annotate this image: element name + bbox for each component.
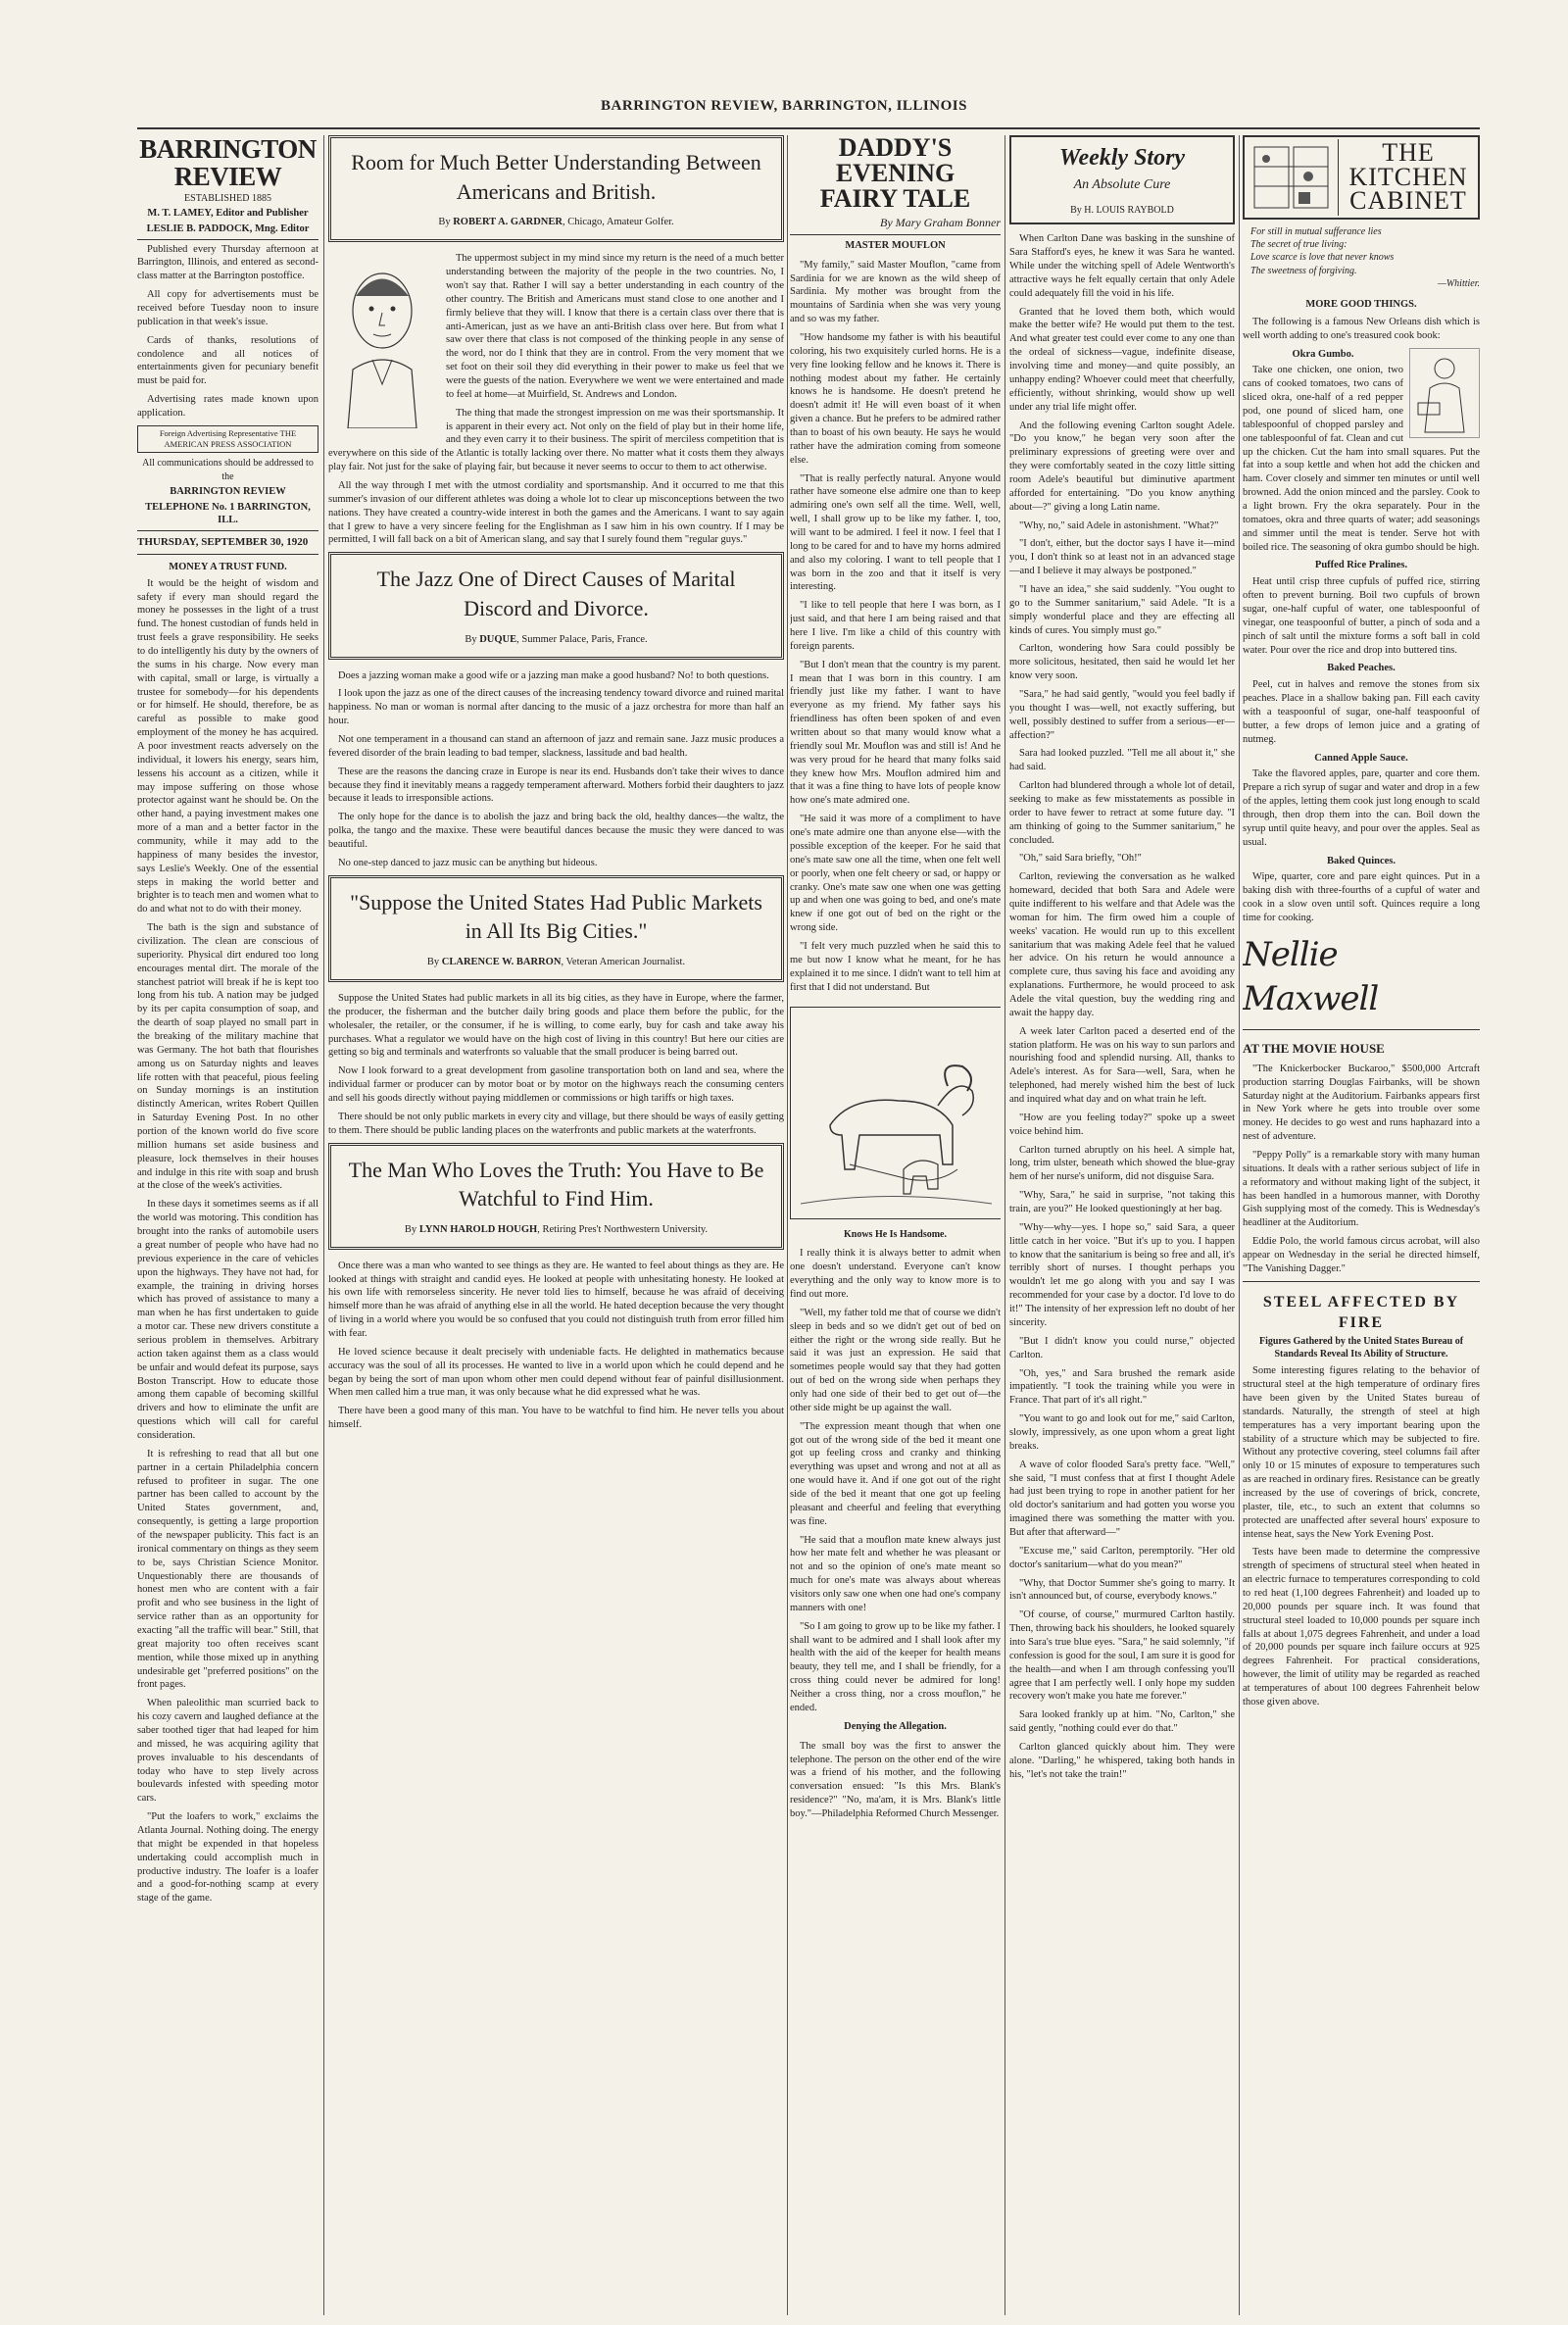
essay-paragraph: Not one temperament in a thousand can stand an afternoon of jazz and remain sane. Jazz music produces a fevered disorder of the brain leading to bad temper, slackness, lassitude and bad health. bbox=[328, 733, 784, 759]
story-paragraph: "Oh, yes," and Sara brushed the remark aside impatiently. "I took the training while you were in France. That part of it's all right." bbox=[1009, 1367, 1235, 1407]
notice-published: Published every Thursday afternoon at Barrington, Illinois, and entered as second-class matter at the Barrington postoffice. bbox=[137, 243, 318, 282]
divider bbox=[137, 554, 318, 555]
article-paragraph: It is refreshing to read that all but one partner in a certain Philadelphia concern refused to profiteer in sugar. The one partner has been called to account by the United States government, and, consequently, is getting a large proportion of the newspaper publicity. This fact is an ironical commentary on things as they seem to be, says Christian Science Monitor. Unquestionably there are thousands of honest men who are content with a fair profit and who see business in the light of service rather than as an opportunity for exacting "all the traffic will bear." Still, that great majority too often receives scant mention, while those mixed up in anything undesirable get "preferred positions" on the front pages. bbox=[137, 1448, 318, 1691]
story-paragraph: "I felt very much puzzled when he said this to me but now I know what he meant, for he has explained it to me since. I didn't want to tell him at first that I did not understand. But bbox=[790, 940, 1001, 993]
article-subtitle: Figures Gathered by the United States Bureau of Standards Reveal Its Ability of Structure. bbox=[1258, 1335, 1464, 1360]
story-paragraph: "You want to go and look out for me," said Carlton, slowly, impressively, as one upon whom a great light breaks. bbox=[1009, 1413, 1235, 1452]
weekly-story-title: Weekly Story bbox=[1058, 145, 1186, 171]
essay-byline: By LYNN HAROLD HOUGH, Retiring Pres't Northwestern University. bbox=[404, 1223, 709, 1235]
recipe-text: Take the flavored apples, pare, quarter and core them. Prepare a rich syrup of sugar and water and drop in a few of the apples, letting them cook just long enough to scald through, then drop them into the can. Boil down the syrup until quite heavy, and pour over the apples. Seal as usual. bbox=[1243, 768, 1480, 848]
notice-ad-rates: Advertising rates made known upon application. bbox=[137, 394, 318, 420]
story-paragraph: "How handsome my father is with his beautiful coloring, his two exquisitely curled horns. He is a very fine looking fellow and he knows it. There is nothing modest about my father. He certainly knows he is handsome. He doesn't pretend he doesn't admit it! He will even boast of it when given a chance. But he prefers to be admired rather than to boast of his own beauty. He says he would rather have the admiration coming from someone else. bbox=[790, 331, 1001, 466]
article-paragraph: The bath is the sign and substance of civilization. The clean are conscious of superiority. Physical dirt endured too long encourages mental dirt. The morale of the stanchest patriot will break if he is kept too long from his tub. A nation may be judged by its per capita consumption of soap, and the dearth of soap played no small part in the breaking of the military machine that was Germany. The hot bath that flourishes among us on Saturday nights and leaves life rotten with that peaceful, pious feeling on Sunday mornings is an institution distinctly American, writes Robert Quillen in Saturday Evening Post. In no other portion of the known world do five score million humans set aside business and pleasure, lock themselves in their houses and indulge in this rite with soap and brush at the close of the week's activities. bbox=[137, 922, 318, 1192]
article-paragraph: "The Knickerbocker Buckaroo," $500,000 Artcraft production starring Douglas Fairbanks, will be shown Saturday night at the Auditorium. Fairbanks appears first in New York where he gets into trouble over some money. He decides to go west and runs haphazard into a nest of adventure. bbox=[1243, 1063, 1480, 1143]
article-paragraph: Tests have been made to determine the compressive strength of specimens of structural steel when heated in an electric furnace to temperatures corresponding to cold to red heat (1,100 degrees Fahrenheit) and loaded up to 20,000 pounds per square inch. It was found that structural steel loaded to 10,000 pounds per square inch falls at about 1,075 degrees Fahrenheit, and under a load of 20,000 pounds per square inch failure occurs at 925 degrees Fahrenheit. For practical considerations, however, the limit of utility may be regarded as reached at temperatures of about 100 degrees Fahrenheit below those given above. bbox=[1243, 1547, 1480, 1707]
cabinet-icon bbox=[1245, 139, 1339, 216]
essay-byline: By DUQUE, Summer Palace, Paris, France. bbox=[465, 633, 648, 645]
divider bbox=[137, 530, 318, 531]
established: ESTABLISHED 1885 bbox=[184, 192, 271, 204]
story-paragraph: Granted that he loved them both, which would make the better wife? He would put them to the test. And what greater test could ever come to any one than the ordeal of sickness—vague, indefinite disease, involving time and money—and quite possibly, an unhappy ending? Whoever could meet that cheerfully, efficiently, without shrinking, would show up well under any trial life might offer. bbox=[1009, 306, 1235, 413]
column-rule bbox=[323, 135, 324, 2315]
story-paragraph: "But I didn't know you could nurse," objected Carlton. bbox=[1009, 1335, 1235, 1360]
essay-paragraph: There should be not only public markets in every city and village, but there should be ways of easily getting to them. There should be public landing places on the waterfronts and public markets at the waterfronts. bbox=[328, 1111, 784, 1136]
story-paragraph: Carlton glanced quickly about him. They were alone. "Darling," he whispered, taking both hands in his, "let's not take the train!" bbox=[1009, 1741, 1235, 1780]
essay-paragraph: No one-step danced to jazz music can be anything but hideous. bbox=[338, 857, 598, 868]
article-paragraph: The small boy was the first to answer the telephone. The person on the other end of the wire was a friend of his mother, and the following conversation ensued: "Is this Mrs. Blank's residence?" "No, ma'am, it is Mrs. Blank's little boy."—Philadelphia Reformed Church Messenger. bbox=[790, 1740, 1001, 1819]
story-paragraph: "How are you feeling today?" spoke up a sweet voice behind him. bbox=[1009, 1112, 1235, 1137]
story-paragraph: "Why, Sara," he said in surprise, "not taking this train, are you?" He looked questioningly at her bag. bbox=[1009, 1190, 1235, 1215]
essay-paragraph: The thing that made the strongest impression on me was their sportsmanship. It is apparent in their every act. Not only on the field of play but in their home life, and they even carry it to their business. The spirit of merciless competition that is everywhere on this side of the Atlantic is totally lacking over there. No matter what it costs them they always play fair. Not just for the sake of playing fair, but because it never seems to occur to them to act otherwise. bbox=[328, 407, 784, 473]
issue-date: THURSDAY, SEPTEMBER 30, 1920 bbox=[137, 536, 309, 549]
masthead-title: BARRINGTON REVIEW bbox=[139, 135, 317, 192]
recipe-title: Puffed Rice Pralines. bbox=[1314, 560, 1408, 571]
column-editorial bbox=[137, 135, 318, 2315]
top-rule bbox=[137, 127, 1480, 129]
kitchen-cabinet-title: THE KITCHEN CABINET bbox=[1348, 137, 1468, 216]
poem: For still in mutual sufferance lies The secret of true living: Love scarce is love that never knows The sweetness of forgiving. —Whittier. bbox=[1250, 226, 1480, 289]
author-signature: Nellie Maxwell bbox=[1243, 934, 1379, 1018]
kitchen-cabinet-banner bbox=[1243, 135, 1480, 220]
story-paragraph: "He said it was more of a compliment to have one's mate admire one than anyone else—with the possible exception of the keeper. For he said that one's mate saw one all the time, when one felt well or poorly, when one felt cheery or sad, or happy or cranky. One's mate saw one when one was getting up and when one was going to bed, and one's mate knew if one got out of bed on the right or the wrong side. bbox=[790, 814, 1001, 934]
story-paragraph: "Sara," he had said gently, "would you feel badly if you thought I was—well, not exactly suffering, but well, possibly destined to suffer from a serious—er—affection?" bbox=[1009, 688, 1235, 741]
essay-paragraph: He loved science because it dealt precisely with undeniable facts. He delighted in mathematics because accuracy was the soul of all its processes. He wanted to live in a world upon which he could depend and he began by being the sort of man upon whom other men could depend without fear of painful disillusionment. When men called him a true man, it was only because what he did expressed what he was. bbox=[328, 1346, 784, 1399]
story-paragraph: "Excuse me," said Carlton, peremptorily. "Her old doctor's sanitarium—what do you mean?" bbox=[1009, 1545, 1235, 1570]
recipe-title: Okra Gumbo. bbox=[1292, 348, 1354, 360]
story-paragraph: "My family," said Master Mouflon, "came from Sardinia for we are known as the wild sheep of Sardinia. My mother was brought from the mountains of Sardinia when she was very young and so was my father. bbox=[790, 259, 1001, 325]
essay-title: "Suppose the United States Had Public Markets in All Its Big Cities." bbox=[350, 889, 762, 944]
essay-paragraph: Once there was a man who wanted to see things as they are. He wanted to feel about things as they are. He looked at things with straight and candid eyes. He looked at people with unhesitating honesty. He looked at his own life with remorseless sincerity. He never told lies to himself, because he was afraid of deceiving himself more than he was afraid of anything else in all the world. He hated deception because the very thought of living in a world where you would be so confused that you could not distinguish truth from error filled him with fear. bbox=[328, 1260, 784, 1340]
article-paragraph: Some interesting figures relating to the behavior of structural steel at the high temperature of ordinary fires have been given by the United States bureau of standards. Naturally, the strength of steel at high temperatures has a very important bearing upon the stability of a structure which may be subjected to fire. Without any protective covering, steel columns fail after only 10 or 15 minutes of exposure to temperatures such as are reached in ordinary fires. Resistance can be greatly increased by the use of coverings of brick, concrete, plaster, tile, etc., to such an extent that columns so protected are unaffected after several hours' exposure to intense heat, says the New York Evening Post. bbox=[1243, 1365, 1480, 1540]
story-paragraph: "He said that a mouflon mate knew always just how her mate felt and whether he was pleasant or not and so the opinion of one's mate meant so much for one's mate was always about whereas visitors only saw one when one had one's company manners with one! bbox=[790, 1534, 1001, 1613]
story-paragraph: "So I am going to grow up to be like my father. I shall want to be admired and I shall look after my health with the aid of the keeper for health means beauty, they tell me, and I shall be friendly, for a cross thing could never be admired for long! Neither a cross thing, nor a cross mouflon," he ended. bbox=[790, 1620, 1001, 1713]
column-fairy-tale bbox=[790, 135, 1001, 2315]
column-rule bbox=[787, 135, 788, 2315]
address-name: BARRINGTON REVIEW bbox=[170, 485, 286, 497]
recipe-intro: The following is a famous New Orleans dish which is well worth adding to one's treasured cook book: bbox=[1243, 316, 1480, 341]
story-paragraph: "Oh," said Sara briefly, "Oh!" bbox=[1019, 853, 1142, 865]
manager-line: LESLIE B. PADDOCK, Mng. Editor bbox=[146, 223, 310, 234]
story-paragraph: "I have an idea," she said suddenly. "You ought to go to the Summer sanitarium," said Adele. "It is a simply wonderful place and they are effecting all kinds of cures. You simply must go." bbox=[1009, 583, 1235, 636]
essay-headline-box bbox=[328, 875, 784, 982]
story-paragraph: Sara had looked puzzled. "Tell me all about it," she had said. bbox=[1009, 748, 1235, 773]
author-portrait bbox=[328, 252, 436, 428]
story-paragraph: "Why, that Doctor Summer she's going to marry. It isn't announced but, of course, everybody knows." bbox=[1009, 1577, 1235, 1603]
essay-paragraph: Does a jazzing woman make a good wife or a jazzing man make a good husband? No! to both questions. bbox=[338, 669, 769, 681]
divider bbox=[137, 239, 318, 240]
essay-headline-box bbox=[328, 1143, 784, 1250]
column-rule bbox=[1239, 135, 1240, 2315]
divider bbox=[790, 234, 1001, 235]
story-paragraph: And the following evening Carlton sought Adele. "Do you know," he began very soon after the preliminary expressions of greeting were over and they were comfortably seated in the cozy little sitting room Adele's beautiful but diminutive apartment afforded for entertaining. "Do you know anything about—?" giving a long Latin name. bbox=[1009, 420, 1235, 513]
story-paragraph: Sara looked frankly up at him. "No, Carlton," she said gently, "nothing could ever do that." bbox=[1009, 1709, 1235, 1735]
column-rule bbox=[1004, 135, 1005, 2315]
recipe-text: Heat until crisp three cupfuls of puffed rice, stirring often to prevent burning. Boil two cupfuls of brown sugar, one-half cupful of water, one tablespoonful of vinegar, one teaspoonful of butter, a pinch of soda and a pinch of salt until the mixture forms a soft ball in cold water. Pour over the rice and drop into buttered tins. bbox=[1243, 576, 1480, 656]
story-paragraph: Carlton had blundered through a whole lot of detail, seeking to make as few misstatements as possible in order to have fewer to retract at some future day. "I am thinking of going to the Summer sanitarium," he concluded. bbox=[1009, 780, 1235, 846]
editor-line: M. T. LAMEY, Editor and Publisher bbox=[147, 207, 309, 219]
story-paragraph: "I like to tell people that here I was born, as I just said, and that here I am being raised and that here I live. I'm like a child of this country with foreign parents. bbox=[790, 600, 1001, 652]
notice-cards: Cards of thanks, resolutions of condolence and all notices of entertainments given for pecuniary benefit must be paid for. bbox=[137, 334, 318, 387]
story-paragraph: A wave of color flooded Sara's pretty face. "Well," she said, "I must confess that at first I thought Adele had just been trying to rope in another patient for her old doctor's sanitarium and had gotten you worse you imagined there was something the matter with you. But after that afterward—" bbox=[1009, 1459, 1235, 1538]
recipe-title: Baked Peaches. bbox=[1327, 663, 1396, 674]
story-paragraph: "I don't, either, but the doctor says I have it—mind you, I don't think so at least not in an advanced stage—and I believe it may always be postponed." bbox=[1009, 538, 1235, 577]
story-paragraph: Carlton turned abruptly on his heel. A simple hat, long, trim ulster, beneath which showed the blue-gray hem of her nurse's uniform, did not disguise Sara. bbox=[1009, 1144, 1235, 1183]
story-paragraph: "Why, no," said Adele in astonishment. "What?" bbox=[1019, 519, 1219, 531]
column-kitchen-cabinet bbox=[1243, 135, 1480, 2315]
story-paragraph: I really think it is always better to admit when one doesn't understand. Everyone can't know everything and the only way to know more is to find out more. bbox=[790, 1248, 1001, 1300]
address-line: All communications should be addressed to the bbox=[142, 458, 314, 482]
illustration-caption: Knows He Is Handsome. bbox=[843, 1229, 947, 1241]
story-paragraph: "Of course, of course," murmured Carlton hastily. Then, throwing back his shoulders, he looked squarely into Sara's true blue eyes. "Sara," he said solemnly, "if confession is good for the soul, I am sure it is good for the health—and when I am through confessing you'll agree that I am perfectly well. I only hope my sudden recovery won't make you hate me forever." bbox=[1009, 1609, 1235, 1703]
notice-copy: All copy for advertisements must be received before Tuesday noon to insure publication in that week's issue. bbox=[137, 289, 318, 327]
mouflon-illustration bbox=[790, 1007, 1001, 1219]
article-paragraph: In these days it sometimes seems as if all the world was motoring. This condition has brought into the ranks of automobile users a great number of people who have had no previous experience in the care of vehicles upon the highways. They have not had, for example, the training in driving horses which has proved of assistance to many a man when he has first undertaken to guide a motor car. These new drivers constitute a serious problem in themselves. Arbitrary action taken against them as a class would be unfair and would defeat its purpose, says Boston Transcript. How to educate those among them capable of becoming skillful drivers and how to eliminate the unfit are questions which will call for careful consideration. bbox=[137, 1199, 318, 1441]
story-title: MASTER MOUFLON bbox=[845, 239, 946, 251]
essay-paragraph: These are the reasons the dancing craze in Europe is near its end. Husbands don't take their wives to dance because they find it inevitably means a raggedy temperament afterward. Mothers forbid their daughters to jazz because it leads to irresponsible actions. bbox=[328, 766, 784, 805]
section-title: MORE GOOD THINGS. bbox=[1305, 298, 1417, 310]
article-paragraph: Eddie Polo, the world famous circus acrobat, will also appear on Wednesday in the serial he directed himself, "The Vanishing Dagger." bbox=[1243, 1236, 1480, 1274]
article-paragraph: "Put the loafers to work," exclaims the Atlanta Journal. Nothing doing. The energy that might be expended in that hopeless undertaking could accomplish much in productive industry. The loafer is a loafer and a good-for-nothing scamp at every stage of the game. bbox=[137, 1811, 318, 1905]
page-header: BARRINGTON REVIEW, BARRINGTON, ILLINOIS bbox=[601, 98, 967, 114]
recipe-text: Take one chicken, one onion, two cans of cooked tomatoes, two cans of sliced okra, one-half of a red pepper pod, one pound of sliced ham, one tablespoonful of chopped parsley and one tablespoonful of fat. Clean and cut up the chicken. Cut the ham into small squares. Put the fat into a soup kettle and when hot add the chicken and ham. Cover closely and simmer ten minutes or until well browned. Add the onion minced and the parsley. Cook to a light brown. Fry the okra separately. Pour in the tomatoes, okra and three quarts of water; add seasonings and simmer until the meat is tender. Serve hot with boiled rice. The seasoning of okra gumbo should be high. bbox=[1243, 365, 1480, 553]
story-paragraph: "That is really perfectly natural. Anyone would rather have someone else admire one than to keep admiring one's own self all the time. Well, well, well, I shall grow up to be like my father. I, too, will want to be admired. I feel it now. I feel that I long to be cared for and to have my horns admired and also my coloring. I want to tell people that I was born in the zoo and that it itself is very interesting. bbox=[790, 472, 1001, 593]
telephone: TELEPHONE No. 1 BARRINGTON, ILL. bbox=[145, 501, 311, 526]
essay-headline-box bbox=[328, 552, 784, 659]
column-weekly-story bbox=[1009, 135, 1235, 2315]
fairy-tale-banner: DADDY'S EVENING FAIRY TALE bbox=[819, 135, 971, 213]
recipe-text: Peel, cut in halves and remove the stones from six peaches. Place in a shallow baking pan. Fill each cavity with a teaspoonful of sugar, one-half teaspoonful of butter, a few drops of lemon juice and a grating of nutmeg. bbox=[1243, 679, 1480, 745]
article-title: MONEY A TRUST FUND. bbox=[169, 561, 287, 572]
essay-headline-box bbox=[328, 135, 784, 242]
article-title: Denying the Allegation. bbox=[844, 1720, 947, 1732]
weekly-story-byline: By H. LOUIS RAYBOLD bbox=[1070, 205, 1174, 217]
essay-paragraph: There have been a good many of this man. You have to be watchful to find him. He never tells you about himself. bbox=[328, 1406, 784, 1431]
essay-paragraph: Suppose the United States had public markets in all its big cities, as they have in Europe, where the farmer, the producer, the fisherman and the butcher daily bring goods and place them before the public, for the wholesaler, the retailer, or the consumer, if he is willing, to come early, buy for cash and take away his purchases. What a regulator we would have on the high cost of living in this country! But here our cities are getting so big and terminals and waterfronts so valuable that the small producer is being barred out. bbox=[328, 992, 784, 1059]
weekly-story-banner bbox=[1009, 135, 1235, 224]
essay-title: The Man Who Loves the Truth: You Have to Be Watchful to Find Him. bbox=[348, 1157, 764, 1212]
article-paragraph: When paleolithic man scurried back to his cozy cavern and laughed defiance at the saber toothed tiger that had leaped for him and missed, he was acquiring agility that proves invaluable to his descendants of today who have to step lively across boulevards infested with speeding motor cars. bbox=[137, 1698, 318, 1805]
divider bbox=[1243, 1281, 1480, 1282]
recipe-text: Wipe, quarter, core and pare eight quinces. Put in a baking dish with three-fourths of a cupful of water and cook in a slow oven until soft. Quinces require a long time for cooking. bbox=[1243, 871, 1480, 924]
story-paragraph: A week later Carlton paced a deserted end of the station platform. He was on his way to sun parlors and nourishing food and splendid nursing. All, thanks to Adele's interest. As for Sara—well, Sara, when he telephoned, had merely wished him the best of luck and inquired what day and on what train he left. bbox=[1009, 1025, 1235, 1106]
essay-paragraph: All the way through I met with the utmost cordiality and sportsmanship. And it occurred to me that this summer's invasion of our different athletes was doing a whole lot to clear up misconceptions between the two nations. They have created a country-wide interest in both the games and the Americans. I want to say again that I grew to have a very sincere feeling for the Englishman as I saw him in his own country. If I may be permitted, I will fall back on a bit of American slang, and say that I surely found them "regular guys." bbox=[328, 479, 784, 546]
essay-title: Room for Much Better Understanding Between Americans and British. bbox=[351, 150, 761, 204]
essay-paragraph: Now I look forward to a great development from gasoline transportation both on land and sea, where the individual farmer or producer can by motor boat or by motor on the highways reach the consuming centers and sell his goods directly without paying middlemen or commissions or high tariffs or high taxes. bbox=[328, 1065, 784, 1104]
essay-title: The Jazz One of Direct Causes of Marital Discord and Divorce. bbox=[376, 567, 736, 620]
essay-paragraph: I look upon the jazz as one of the direct causes of the increasing tendency toward divorce and ruined marital happiness. No man or woman is normal after dancing to the music of a jazz orchestra for more than half an hour. bbox=[328, 688, 784, 727]
foreign-ad-box: Foreign Advertising Representative THE AMERICAN PRESS ASSOCIATION bbox=[137, 425, 318, 453]
story-paragraph: "But I don't mean that the country is my parent. I mean that I was born in this country. I am friendly just like my father. I want to have everyone as my friend. My father says his friendliness has often been spoken of and even written about so that many would know what a friendly soul Mr. Mouflon was and still is! And he was very proud for he heard that many folks said they knew how Mrs. Mouflon admired him and that it was a fine thing to have lots of people know how one's mate admired one. bbox=[790, 659, 1001, 807]
story-paragraph: Carlton, reviewing the conversation as he walked homeward, decided that both Sara and Adele were quite indifferent to his welfare and that Adele was the woman for him. The firm owed him a couple of weeks' vacation. He would run up to this excellent sanitarium that was making Adele feel that he valued her advice. On his return he would announce a complete cure, thus saving his face and avoiding any explanations. Furthermore, he would proceed to ask Adele the vital question, buy the wedding ring and await the happy day. bbox=[1009, 871, 1235, 1018]
story-paragraph: When Carlton Dane was basking in the sunshine of Sara Stafford's eyes, he knew it was Sara he wanted. While under the witching spell of Adele Wentworth's attractive ways he felt equally certain that only Adele could adequately fill the void in his life. bbox=[1009, 233, 1235, 299]
story-paragraph: "Why—why—yes. I hope so," said Sara, a queer little catch in her voice. "But it's up to you. I happen to know that the sanitarium is being so free and all, it's terribly short of nurses. I thought perhaps you wouldn't let me go along with you and say I was recommended for your case by a doctor. I'd love to do it!" The intensity of her expression left no doubt of her sincerity. bbox=[1009, 1221, 1235, 1328]
article-title: STEEL AFFECTED BY FIRE bbox=[1262, 1293, 1460, 1331]
recipe-title: Baked Quinces. bbox=[1326, 855, 1396, 866]
essay-byline: By ROBERT A. GARDNER, Chicago, Amateur Golfer. bbox=[438, 217, 674, 228]
column-essays bbox=[328, 135, 784, 2315]
story-paragraph: Carlton, wondering how Sara could possibly be more solicitous, hesitated, then said he would let her know very soon. bbox=[1009, 643, 1235, 682]
essay-paragraph: The only hope for the dance is to abolish the jazz and bring back the old, healthy dances—the waltz, the polka, the tango and the maxixe. These were beautiful dances because the music they were danced to was beautiful. bbox=[328, 812, 784, 850]
recipe-title: Canned Apple Sauce. bbox=[1314, 752, 1408, 764]
section-title: AT THE MOVIE HOUSE bbox=[1243, 1040, 1385, 1056]
essay-paragraph: The uppermost subject in my mind since my return is the need of a much better understanding between the majority of the people in the two countries. No, I won't say that. Rather I will say a better understanding in each country of the other country. The British and Americans must stand close to one another and I firmly believe that they will. I know that there is a certain class over there that is anti-American, just as we have an anti-British class over here. But from what I saw over there that class is not composed of the thinking people in any sense of the word, nor do I think that they are in control. From the very moment that we set foot on their soil they did everything in their power to make us feel that we were the guests of the nation. Everywhere we went we were entertained and made to feel at home—at Muirfield, St. Andrews and London. bbox=[446, 253, 784, 400]
divider bbox=[1243, 1029, 1480, 1030]
article-paragraph: "Peppy Polly" is a remarkable story with many human situations. It deals with a rather serious subject of life in a reformatory and without making light of the subject, it has been handled in a humorous manner, with Dorothy Gish supplying most of the comedy. This is Wednesday's headliner at the Auditorium. bbox=[1243, 1149, 1480, 1229]
story-paragraph: "Well, my father told me that of course we didn't sleep in beds and so we didn't get out of bed on either the right or the wrong side really. But he said it was just an expression. He said that sometimes people would say that they had gotten out of bed on the wrong side when perhaps they only had one side of their bed to get out of—the other side might be up against the wall. bbox=[790, 1307, 1001, 1413]
story-paragraph: "The expression meant though that when one got out of the wrong side of the bed it meant one got up feeling cross and cranky and thinking everything was upset and wrong and not at all as one would have it. And if one got out of the right side of the bed it meant that one got up feeling pleasant and cheerful and feeling that everything was fine. bbox=[790, 1420, 1001, 1527]
article-paragraph: It would be the height of wisdom and safety if every man should regard the money he possesses in the light of a trust fund. The honest custodian of funds held in trust feels a grave responsibility. He seeks to do intelligently his duty by the owners of the sums in his charge. Now every man with capital, small or large, is virtually a trustee for somebody—for his dependents or for himself. He should, therefore, be as careful as possible to make good employment of the money he has acquired. A poor investment reacts adversely on the individual, it lowers his energy, sears him, lessens his account as a citizen, while it may impose suffering on those whose protector against want he should be. On the other hand, a paying investment makes one more of a man and a better factor in the community, while it may add to the happiness of many besides the investor, says Leslie's Weekly. One of the essential steps in making the world better and brighter is to teach men and women what to do and what not to do with their money. bbox=[137, 577, 318, 915]
fairy-tale-author: By Mary Graham Bonner bbox=[880, 216, 1001, 229]
essay-byline: By CLARENCE W. BARRON, Veteran American Journalist. bbox=[426, 957, 686, 968]
weekly-story-subtitle: An Absolute Cure bbox=[1073, 176, 1171, 192]
cook-illustration bbox=[1409, 348, 1480, 438]
